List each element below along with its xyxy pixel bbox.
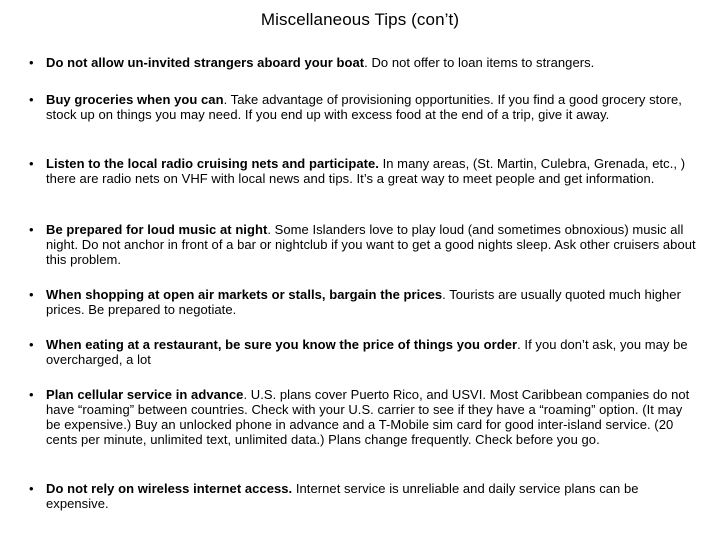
bullet-icon: • bbox=[29, 287, 34, 302]
tip-body: Internet service is unreliable and daily service plans can be expensive. bbox=[46, 481, 639, 511]
tip-text bbox=[46, 55, 700, 70]
bullet-icon: • bbox=[29, 337, 34, 352]
tip-body: . Take advantage of provisioning opportunities. If you find a good grocery store, stock up on things you may need. If you end up with excess food at the end of a trip, give it away. bbox=[46, 92, 682, 122]
tip-text bbox=[46, 387, 700, 447]
tip-text bbox=[46, 287, 700, 317]
page-title: Miscellaneous Tips (con’t) bbox=[260, 10, 460, 29]
tip-lead: Do not allow un-invited strangers aboard your boat bbox=[46, 55, 365, 70]
tip-lead: Be prepared for loud music at night bbox=[46, 222, 268, 237]
tip-body: . If you don’t ask, you may be overcharged, a lot bbox=[46, 337, 688, 367]
tip-lead: Plan cellular service in advance bbox=[46, 387, 244, 402]
tip-text bbox=[46, 481, 700, 511]
tip-lead: Buy groceries when you can bbox=[46, 92, 224, 107]
tip-text bbox=[46, 337, 700, 367]
tip-lead: Do not rely on wireless internet access. bbox=[46, 481, 293, 496]
tip-text bbox=[46, 92, 700, 122]
tip-body: In many areas, (St. Martin, Culebra, Grenada, etc., ) there are radio nets on VHF with local news and tips. It’s a great way to meet people and get information. bbox=[46, 156, 686, 186]
tip-body: . U.S. plans cover Puerto Rico, and USVI. Most Caribbean companies do not have “roaming” between countries. Check with your U.S. carrier to see if they have a “roaming” option. (It may be expensive.) Buy an unlocked phone in advance and a T-Mobile sim card for good inter-island service. (20 cents per minute, unlimited text, unlimited data.) Plans change frequently. Check before you go. bbox=[46, 387, 690, 447]
tip-body: . Tourists are usually quoted much higher prices. Be prepared to negotiate. bbox=[46, 287, 681, 317]
bullet-icon: • bbox=[29, 387, 34, 402]
bullet-icon: • bbox=[29, 92, 34, 107]
tip-text bbox=[46, 222, 700, 267]
tip-body: . Some Islanders love to play loud (and sometimes obnoxious) music all night. Do not anchor in front of a bar or nightclub if you want to get a good nights sleep. Ask other cruisers about this problem. bbox=[46, 222, 696, 267]
bullet-icon: • bbox=[29, 481, 34, 496]
tip-body: . Do not offer to loan items to strangers. bbox=[364, 55, 595, 70]
tip-lead: When shopping at open air markets or stalls, bargain the prices bbox=[46, 287, 443, 302]
tip-text bbox=[46, 156, 700, 186]
tip-lead: When eating at a restaurant, be sure you know the price of things you order bbox=[46, 337, 518, 352]
tip-lead: Listen to the local radio cruising nets and participate. bbox=[46, 156, 379, 171]
bullet-icon: • bbox=[29, 156, 34, 171]
bullet-icon: • bbox=[29, 55, 34, 70]
bullet-icon: • bbox=[29, 222, 34, 237]
